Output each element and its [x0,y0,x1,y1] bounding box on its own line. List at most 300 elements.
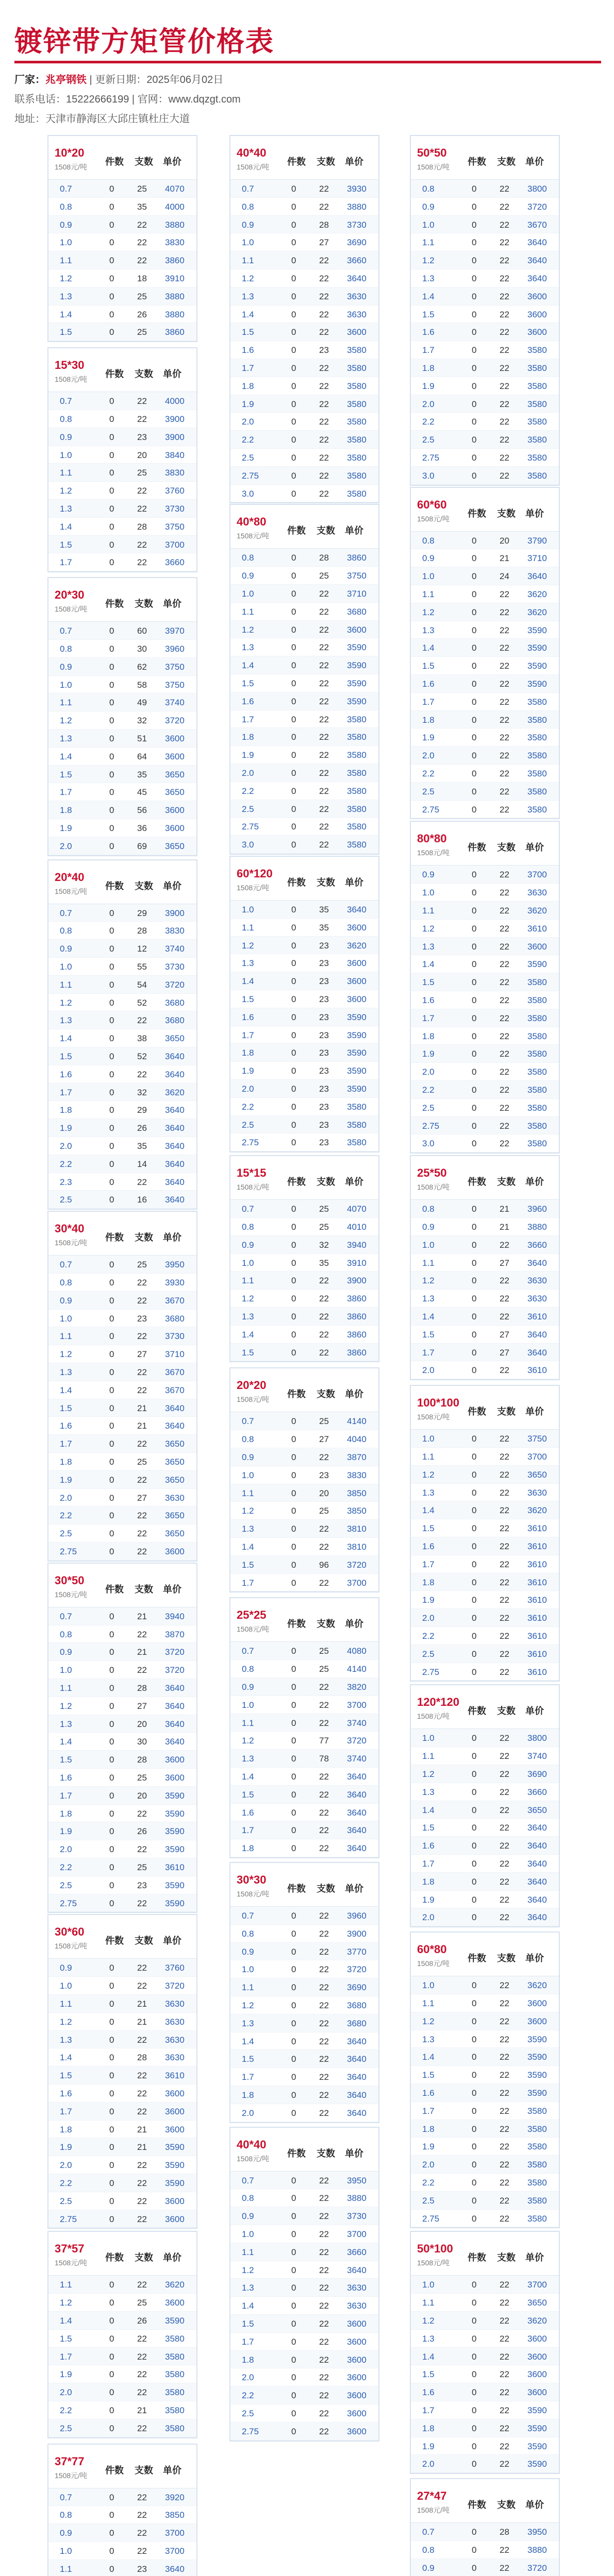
table-row [411,1290,559,1308]
support-cell: 23 [319,1083,329,1094]
site-link[interactable]: www.dqzgt.com [168,94,241,105]
table-row [411,711,559,729]
pieces-cell: 0 [291,696,296,706]
support-cell: 22 [500,1067,509,1077]
card-rows [411,1200,559,1379]
price-cell: 3580 [527,1121,547,1131]
price-cell: 3640 [165,1719,185,1729]
thickness-cell: 1.4 [60,1737,72,1747]
thickness-cell: 1.4 [242,1771,254,1782]
price-cell: 3650 [165,841,185,851]
price-cell: 3580 [527,751,547,761]
pieces-cell: 0 [291,2193,296,2204]
table-row [411,1308,559,1326]
support-cell: 22 [500,273,509,283]
thickness-cell: 2.75 [422,1121,440,1131]
thickness-cell: 3.0 [242,488,254,499]
thickness-cell: 2.5 [242,2408,254,2418]
support-header: 支数 [317,1389,335,1400]
price-cell: 3640 [165,1123,185,1133]
thickness-cell: 1.0 [242,1470,254,1480]
pieces-cell: 0 [291,822,296,832]
support-cell: 60 [137,626,147,636]
support-cell: 22 [319,452,329,463]
table-row [411,431,559,449]
support-cell: 22 [319,1541,329,1552]
support-cell: 64 [137,751,147,761]
support-cell: 23 [319,1101,329,1112]
price-cell: 3810 [347,1541,367,1552]
table-row [48,287,196,306]
pieces-cell: 0 [109,2492,114,2502]
price-cell: 3680 [165,1015,185,1026]
support-cell: 22 [500,1451,509,1462]
price-cell: 3590 [527,2441,547,2451]
pieces-cell: 0 [109,2196,114,2206]
support-cell: 22 [500,256,509,266]
thickness-cell: 1.5 [422,2070,435,2080]
thickness-cell: 1.9 [422,1894,435,1905]
pieces-cell: 0 [291,2372,296,2383]
thickness-cell: 1.0 [60,961,72,972]
table-row [48,1137,196,1155]
pieces-cell: 0 [291,976,296,987]
table-row [411,1747,559,1765]
support-cell: 20 [319,1488,329,1498]
support-cell: 22 [500,2459,509,2469]
price-cell: 3590 [527,2405,547,2415]
support-header: 支数 [135,1232,153,1243]
support-cell: 22 [319,1964,329,1975]
support-cell: 22 [319,2018,329,2028]
price-cell: 3640 [165,1421,185,1431]
pieces-cell: 0 [291,184,296,194]
update-date: 2025年06月02日 [146,74,224,86]
support-cell: 22 [500,1505,509,1516]
support-cell: 22 [319,822,329,832]
pieces-cell: 0 [472,1240,477,1250]
support-cell: 22 [137,2510,147,2520]
table-row [48,1679,196,1697]
pieces-cell: 0 [291,905,296,914]
pieces-cell: 0 [291,1789,296,1800]
price-cell: 3580 [165,2369,185,2380]
pieces-cell: 0 [291,1470,296,1480]
price-cell: 3630 [527,1294,547,1304]
table-row [411,2156,559,2174]
support-cell: 22 [500,1084,509,1095]
thickness-cell: 1.6 [60,1069,72,1079]
support-cell: 22 [319,2229,329,2239]
support-cell: 22 [319,1311,329,1321]
price-card [410,821,560,1154]
thickness-cell: 1.2 [60,716,72,726]
pieces-cell: 0 [291,1843,296,1854]
pieces-cell: 0 [109,2405,114,2415]
card-header [48,860,196,904]
price-cell: 3950 [165,1260,185,1270]
support-cell: 21 [500,1222,509,1232]
support-cell: 22 [500,1912,509,1923]
table-row [411,2294,559,2312]
table-row [411,603,559,621]
thickness-cell: 1.3 [242,1311,254,1321]
thickness-cell: 1.3 [422,625,435,635]
table-row [411,2559,559,2576]
pieces-cell: 0 [472,1276,477,1286]
thickness-cell: 1.9 [422,381,435,391]
thickness-cell: 1.5 [242,678,254,688]
price-cell: 3750 [165,662,185,672]
pieces-cell: 0 [291,470,296,481]
price-cell: 3590 [165,2315,185,2326]
price-cell: 3650 [165,1529,185,1539]
price-cell: 3710 [527,553,547,564]
support-cell: 28 [137,2053,147,2063]
price-cell: 3640 [347,1843,367,1854]
price-cell: 3930 [347,184,367,194]
price-cell: 3590 [347,642,367,653]
pieces-cell: 0 [291,1204,296,1214]
table-row [230,2333,378,2351]
pieces-cell: 0 [291,2391,296,2401]
thickness-cell: 2.75 [422,452,440,463]
price-card [229,856,379,1153]
table-row [230,377,378,395]
support-cell: 22 [500,1841,509,1851]
support-cell: 22 [319,1843,329,1854]
price-cell: 3700 [527,2280,547,2290]
support-cell: 22 [319,606,329,617]
support-cell: 22 [137,396,147,406]
card-header [48,2232,196,2276]
price-cell: 3640 [347,2090,367,2100]
pieces-cell: 0 [109,1260,114,1270]
support-cell: 77 [319,1736,329,1746]
pieces-cell: 0 [291,1066,296,1076]
table-row [48,1011,196,1029]
support-cell: 22 [500,1559,509,1569]
pieces-cell: 0 [472,273,477,283]
pieces-cell: 0 [109,1844,114,1855]
spec-label: 15*30 [55,359,85,372]
support-cell: 56 [137,805,147,816]
price-cell: 3590 [347,1012,367,1022]
support-cell: 22 [319,2265,329,2275]
card-header [411,1933,559,1976]
table-row [48,2103,196,2121]
pieces-header: 件数 [105,157,124,167]
price-cell: 3580 [347,435,367,445]
card-rows [230,549,378,854]
support-cell: 16 [137,1195,147,1205]
table-row [411,866,559,884]
support-header: 支数 [135,1584,153,1595]
table-row [230,1696,378,1714]
support-cell: 22 [137,219,147,230]
pieces-cell: 0 [109,2387,114,2398]
support-cell: 22 [500,2213,509,2224]
price-cell: 3640 [347,273,367,283]
table-row [48,251,196,269]
price-cell: 3680 [347,606,367,617]
pieces-cell: 0 [472,589,477,599]
pieces-header: 件数 [287,526,306,536]
pieces-cell: 0 [291,309,296,319]
price-card [410,1385,560,1682]
pieces-header: 件数 [468,1177,486,1188]
price-cell: 3800 [527,1733,547,1743]
pieces-header: 件数 [287,877,306,888]
price-cell: 3580 [527,2160,547,2170]
pieces-cell: 0 [472,1787,477,1797]
thickness-cell: 1.8 [422,363,435,373]
ton-price: 1508元/吨 [237,532,270,540]
thickness-cell: 1.3 [242,2018,254,2028]
pieces-header: 件数 [468,2500,486,2511]
ton-price: 1508元/吨 [417,1712,450,1721]
price-cell: 3700 [527,1451,547,1462]
thickness-cell: 3.0 [242,840,254,850]
support-cell: 22 [319,2247,329,2257]
price-cell: 3600 [165,2298,185,2308]
table-row [230,2351,378,2369]
pieces-cell: 0 [109,521,114,532]
price-cell: 3640 [165,1141,185,1151]
support-cell: 23 [319,1470,329,1480]
thickness-cell: 1.3 [422,273,435,283]
pieces-cell: 0 [291,750,296,760]
thickness-cell: 0.9 [242,1946,254,1957]
price-cell: 3900 [165,414,185,424]
thickness-cell: 2.75 [422,2213,440,2224]
table-row [48,1661,196,1679]
price-cell: 3640 [527,273,547,283]
support-cell: 35 [319,905,329,914]
table-row [230,1466,378,1484]
table-row [230,2315,378,2333]
table-row [230,2189,378,2207]
price-cell: 3740 [527,1751,547,1761]
table-row [48,693,196,711]
table-row [48,2294,196,2312]
support-cell: 22 [319,2036,329,2046]
table-row [48,1524,196,1543]
support-cell: 22 [319,1452,329,1462]
thickness-cell: 0.8 [422,2545,435,2555]
thickness-cell: 0.9 [422,2563,435,2573]
thickness-cell: 0.7 [422,2527,435,2537]
card-rows [411,866,559,1153]
thickness-cell: 1.4 [60,751,72,761]
support-cell: 22 [137,2160,147,2171]
table-row [48,1643,196,1661]
pieces-cell: 0 [472,1365,477,1376]
table-row [230,746,378,764]
table-row [411,1994,559,2012]
support-cell: 22 [137,2528,147,2538]
price-cell: 3850 [347,1506,367,1516]
pieces-cell: 0 [291,1825,296,1836]
support-cell: 28 [319,219,329,230]
thickness-cell: 2.0 [60,1493,72,1503]
support-cell: 22 [500,1980,509,1991]
support-cell: 22 [500,1276,509,1286]
price-cell: 3580 [527,1084,547,1095]
table-row [48,2084,196,2103]
table-row [48,819,196,837]
support-cell: 29 [137,908,147,918]
price-cell: 3600 [165,805,185,816]
pieces-cell: 0 [291,1964,296,1975]
thickness-cell: 1.3 [242,1524,254,1534]
price-cell: 3620 [527,607,547,617]
table-row [411,1326,559,1344]
thickness-cell: 2.2 [422,417,435,427]
pieces-cell: 0 [291,660,296,671]
thickness-cell: 1.6 [242,1807,254,1818]
pieces-cell: 0 [109,1141,114,1151]
support-cell: 22 [500,1858,509,1869]
support-cell: 25 [319,1664,329,1674]
thickness-cell: 0.8 [60,1277,72,1287]
price-cell: 3650 [165,1456,185,1467]
price-header: 单价 [163,2465,181,2476]
thickness-cell: 2.0 [422,1365,435,1376]
thickness-cell: 1.1 [60,256,72,266]
thickness-cell: 1.5 [60,1403,72,1413]
support-cell: 24 [500,571,509,582]
price-cell: 3590 [165,1808,185,1819]
pieces-cell: 0 [109,1051,114,1061]
pieces-cell: 0 [472,715,477,725]
thickness-cell: 1.3 [242,642,254,653]
table-row [230,954,378,972]
price-cell: 3830 [165,238,185,248]
thickness-cell: 1.3 [60,1015,72,1026]
title-divider [14,61,601,63]
pieces-cell: 0 [109,2035,114,2045]
support-cell: 22 [500,959,509,970]
price-cell: 3640 [527,1912,547,1923]
price-cell: 3650 [527,1805,547,1815]
thickness-cell: 0.9 [60,662,72,672]
thickness-cell: 2.5 [422,1649,435,1659]
pieces-cell: 0 [109,1981,114,1991]
pieces-cell: 0 [472,1613,477,1623]
support-cell: 22 [137,557,147,568]
thickness-cell: 1.9 [422,1049,435,1059]
thickness-cell: 1.2 [60,273,72,283]
support-cell: 23 [319,1030,329,1040]
thickness-cell: 0.7 [60,1260,72,1270]
pieces-cell: 0 [472,2034,477,2044]
thickness-cell: 3.0 [422,470,435,481]
thickness-cell: 1.3 [242,2283,254,2293]
pieces-cell: 0 [472,2088,477,2098]
pieces-cell: 0 [291,1434,296,1445]
table-row [230,782,378,800]
pieces-cell: 0 [109,1683,114,1693]
thickness-cell: 2.0 [60,1844,72,1855]
pieces-cell: 0 [472,1805,477,1815]
thickness-cell: 1.2 [242,1736,254,1746]
thickness-cell: 0.7 [60,396,72,406]
price-cell: 3690 [527,1769,547,1779]
support-cell: 25 [137,2298,147,2308]
table-row [48,2174,196,2192]
pieces-cell: 0 [291,571,296,581]
thickness-cell: 1.5 [60,1051,72,1061]
factory-name: 兆亭钢铁 [45,74,87,86]
table-row [411,639,559,657]
table-row [411,1537,559,1555]
thickness-cell: 2.2 [60,2405,72,2415]
table-row [48,410,196,428]
thickness-cell: 1.1 [242,2247,254,2257]
thickness-cell: 1.6 [422,679,435,689]
table-row [230,1768,378,1786]
support-cell: 22 [500,1894,509,1905]
pieces-cell: 0 [472,238,477,248]
thickness-cell: 1.8 [60,1105,72,1115]
price-cell: 3750 [347,571,367,581]
table-row [230,656,378,674]
pieces-cell: 0 [109,1647,114,1657]
price-cell: 3720 [165,1665,185,1675]
pieces-cell: 0 [472,1667,477,1677]
price-cell: 3660 [165,557,185,568]
thickness-cell: 1.2 [60,2016,72,2027]
table-row [411,801,559,819]
pieces-cell: 0 [291,1807,296,1818]
thickness-cell: 0.9 [422,870,435,880]
thickness-cell: 1.2 [242,1506,254,1516]
price-cell: 3910 [165,273,185,283]
price-cell: 3590 [527,2052,547,2062]
price-cell: 3600 [347,922,367,933]
price-cell: 3600 [347,327,367,337]
table-row [230,1678,378,1696]
support-header: 支数 [317,877,335,888]
spec-label: 80*80 [417,832,447,845]
table-row [411,1873,559,1891]
support-cell: 28 [319,553,329,563]
thickness-cell: 1.3 [422,2034,435,2044]
support-cell: 22 [137,1546,147,1556]
thickness-cell: 2.5 [422,435,435,445]
thickness-cell: 1.6 [422,1541,435,1551]
pieces-cell: 0 [472,2527,477,2537]
table-row [230,937,378,955]
support-cell: 22 [319,2072,329,2082]
price-cell: 3580 [527,1013,547,1023]
pieces-cell: 0 [291,958,296,969]
phone-number[interactable]: 15222666199 [66,94,129,105]
pieces-cell: 0 [472,751,477,761]
support-cell: 26 [137,2315,147,2326]
support-cell: 22 [137,2423,147,2433]
pieces-cell: 0 [109,1665,114,1675]
thickness-cell: 1.0 [422,888,435,898]
ton-price: 1508元/吨 [237,884,270,892]
support-header: 支数 [135,157,153,167]
support-cell: 55 [137,961,147,972]
price-card [229,1367,379,1592]
spec-label: 60*120 [237,867,273,880]
price-cell: 3720 [527,2563,547,2573]
pieces-cell: 0 [109,1385,114,1395]
